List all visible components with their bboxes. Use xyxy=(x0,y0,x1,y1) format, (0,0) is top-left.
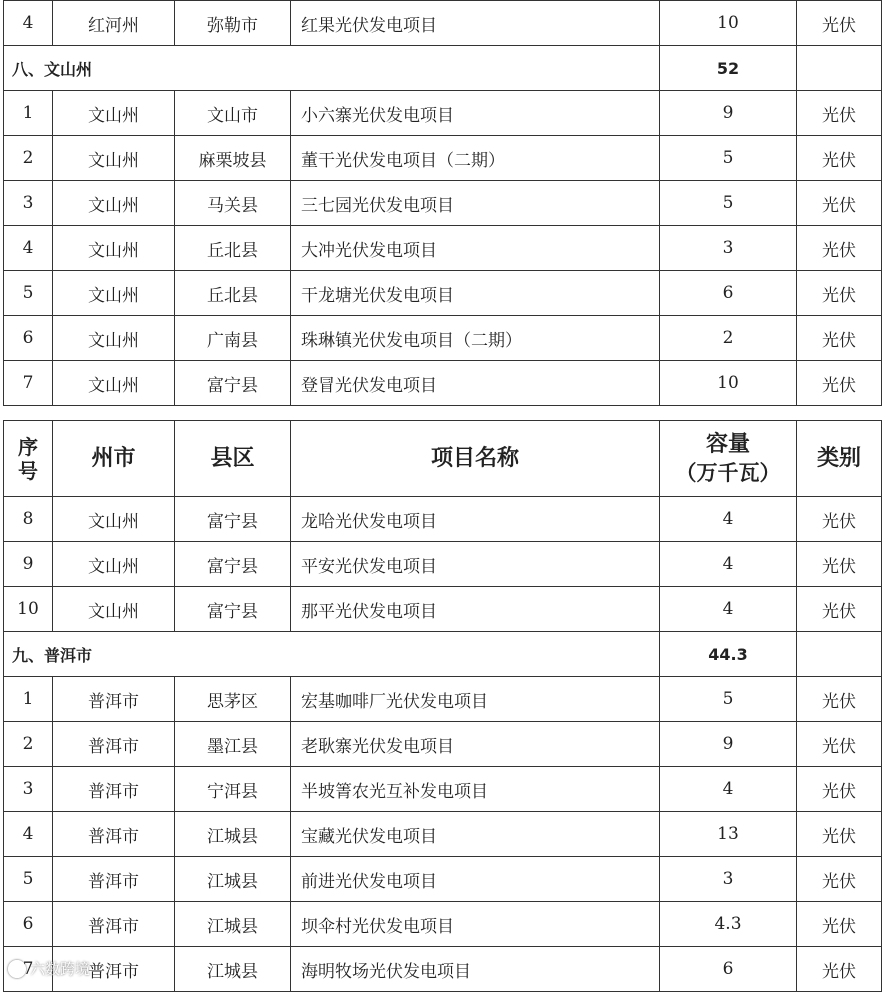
cell-category: 光伏 xyxy=(797,271,882,316)
cell-project-name: 宝藏光伏发电项目 xyxy=(291,812,660,857)
cell-category: 光伏 xyxy=(797,181,882,226)
cell-serial: 3 xyxy=(4,181,53,226)
cell-city: 文山州 xyxy=(53,181,175,226)
cell-capacity: 6 xyxy=(660,947,797,992)
cell-project-name: 龙哈光伏发电项目 xyxy=(291,497,660,542)
cell-capacity: 4 xyxy=(660,497,797,542)
cell-project-name: 干龙塘光伏发电项目 xyxy=(291,271,660,316)
table-body xyxy=(4,1,882,406)
table-header-row xyxy=(4,421,882,497)
cell-city: 红河州 xyxy=(53,1,175,46)
cell-county: 麻栗坡县 xyxy=(175,136,291,181)
cell-capacity: 6 xyxy=(660,271,797,316)
cell-city: 文山州 xyxy=(53,91,175,136)
table-body xyxy=(4,497,882,992)
cell-county: 广南县 xyxy=(175,316,291,361)
cell-serial: 9 xyxy=(4,542,53,587)
cell-capacity: 4 xyxy=(660,542,797,587)
cell-project-name: 宏基咖啡厂光伏发电项目 xyxy=(291,677,660,722)
cell-category: 光伏 xyxy=(797,947,882,992)
cell-county: 思茅区 xyxy=(175,677,291,722)
cell-serial: 3 xyxy=(4,767,53,812)
table-row xyxy=(4,812,882,857)
table-row xyxy=(4,271,882,316)
cell-project-name: 半坡箐农光互补发电项目 xyxy=(291,767,660,812)
section-empty-cell xyxy=(797,632,882,677)
cell-capacity: 4 xyxy=(660,767,797,812)
cell-capacity: 10 xyxy=(660,1,797,46)
cell-capacity: 5 xyxy=(660,181,797,226)
cell-serial: 7 xyxy=(4,947,53,992)
cell-project-name: 前进光伏发电项目 xyxy=(291,857,660,902)
cell-category: 光伏 xyxy=(797,902,882,947)
cell-capacity: 9 xyxy=(660,91,797,136)
cell-category: 光伏 xyxy=(797,136,882,181)
cell-city: 文山州 xyxy=(53,226,175,271)
header-category: 类别 xyxy=(797,421,882,497)
cell-capacity: 4.3 xyxy=(660,902,797,947)
cell-category: 光伏 xyxy=(797,226,882,271)
cell-serial: 8 xyxy=(4,497,53,542)
watermark-logo-icon xyxy=(8,960,26,978)
cell-capacity: 4 xyxy=(660,587,797,632)
cell-category: 光伏 xyxy=(797,812,882,857)
cell-capacity: 3 xyxy=(660,226,797,271)
header-county: 县区 xyxy=(175,421,291,497)
table-row xyxy=(4,857,882,902)
header-capacity-line2: （万千瓦） xyxy=(675,460,781,485)
header-capacity xyxy=(660,421,797,497)
cell-county: 丘北县 xyxy=(175,271,291,316)
cell-serial: 5 xyxy=(4,271,53,316)
cell-county: 富宁县 xyxy=(175,361,291,406)
cell-city: 普洱市 xyxy=(53,947,175,992)
cell-serial: 4 xyxy=(4,226,53,271)
cell-serial: 6 xyxy=(4,902,53,947)
table-row xyxy=(4,361,882,406)
cell-serial: 1 xyxy=(4,91,53,136)
cell-capacity: 2 xyxy=(660,316,797,361)
section-row xyxy=(4,632,882,677)
cell-city: 普洱市 xyxy=(53,812,175,857)
table-row xyxy=(4,1,882,46)
cell-category: 光伏 xyxy=(797,497,882,542)
project-table-top xyxy=(3,0,882,406)
cell-county: 弥勒市 xyxy=(175,1,291,46)
cell-category: 光伏 xyxy=(797,91,882,136)
table-row xyxy=(4,722,882,767)
cell-county: 墨江县 xyxy=(175,722,291,767)
table-row xyxy=(4,587,882,632)
section-row xyxy=(4,46,882,91)
cell-serial: 7 xyxy=(4,361,53,406)
cell-capacity: 5 xyxy=(660,136,797,181)
table-row xyxy=(4,181,882,226)
cell-category: 光伏 xyxy=(797,722,882,767)
cell-serial: 10 xyxy=(4,587,53,632)
table-row xyxy=(4,91,882,136)
cell-city: 文山州 xyxy=(53,316,175,361)
table-row xyxy=(4,542,882,587)
cell-county: 富宁县 xyxy=(175,587,291,632)
cell-project-name: 小六寨光伏发电项目 xyxy=(291,91,660,136)
cell-city: 文山州 xyxy=(53,271,175,316)
project-table-bottom xyxy=(3,420,882,992)
cell-capacity: 13 xyxy=(660,812,797,857)
cell-city: 文山州 xyxy=(53,542,175,587)
cell-category: 光伏 xyxy=(797,857,882,902)
cell-county: 江城县 xyxy=(175,857,291,902)
table-row xyxy=(4,497,882,542)
section-title: 九、普洱市 xyxy=(4,632,660,677)
cell-serial: 2 xyxy=(4,722,53,767)
cell-serial: 2 xyxy=(4,136,53,181)
cell-project-name: 珠琳镇光伏发电项目（二期） xyxy=(291,316,660,361)
cell-project-name: 大冲光伏发电项目 xyxy=(291,226,660,271)
cell-serial: 4 xyxy=(4,812,53,857)
cell-county: 宁洱县 xyxy=(175,767,291,812)
table-row xyxy=(4,677,882,722)
cell-city: 普洱市 xyxy=(53,857,175,902)
cell-category: 光伏 xyxy=(797,767,882,812)
cell-county: 文山市 xyxy=(175,91,291,136)
cell-city: 文山州 xyxy=(53,361,175,406)
header-project-name: 项目名称 xyxy=(291,421,660,497)
header-capacity-line1: 容量 xyxy=(705,431,750,457)
cell-project-name: 坝伞村光伏发电项目 xyxy=(291,902,660,947)
cell-category: 光伏 xyxy=(797,587,882,632)
cell-project-name: 海明牧场光伏发电项目 xyxy=(291,947,660,992)
cell-city: 文山州 xyxy=(53,497,175,542)
header-serial: 序号 xyxy=(4,421,53,497)
watermark xyxy=(8,958,90,979)
table-row xyxy=(4,316,882,361)
cell-county: 江城县 xyxy=(175,812,291,857)
cell-county: 富宁县 xyxy=(175,497,291,542)
cell-county: 丘北县 xyxy=(175,226,291,271)
cell-serial: 6 xyxy=(4,316,53,361)
watermark-text: 六数跨境 xyxy=(30,960,91,978)
cell-county: 马关县 xyxy=(175,181,291,226)
cell-category: 光伏 xyxy=(797,1,882,46)
cell-project-name: 老耿寨光伏发电项目 xyxy=(291,722,660,767)
cell-county: 江城县 xyxy=(175,902,291,947)
cell-serial: 1 xyxy=(4,677,53,722)
cell-county: 江城县 xyxy=(175,947,291,992)
cell-project-name: 登冒光伏发电项目 xyxy=(291,361,660,406)
cell-city: 普洱市 xyxy=(53,722,175,767)
cell-city: 文山州 xyxy=(53,587,175,632)
cell-project-name: 董干光伏发电项目（二期） xyxy=(291,136,660,181)
cell-category: 光伏 xyxy=(797,361,882,406)
table-row xyxy=(4,767,882,812)
cell-city: 普洱市 xyxy=(53,767,175,812)
cell-category: 光伏 xyxy=(797,316,882,361)
cell-capacity: 10 xyxy=(660,361,797,406)
cell-project-name: 红果光伏发电项目 xyxy=(291,1,660,46)
cell-category: 光伏 xyxy=(797,542,882,587)
section-total-capacity: 44.3 xyxy=(660,632,797,677)
cell-capacity: 5 xyxy=(660,677,797,722)
cell-city: 普洱市 xyxy=(53,677,175,722)
cell-category: 光伏 xyxy=(797,677,882,722)
cell-capacity: 9 xyxy=(660,722,797,767)
section-title: 八、文山州 xyxy=(4,46,660,91)
cell-capacity: 3 xyxy=(660,857,797,902)
header-city: 州市 xyxy=(53,421,175,497)
cell-county: 富宁县 xyxy=(175,542,291,587)
cell-project-name: 那平光伏发电项目 xyxy=(291,587,660,632)
cell-project-name: 三七园光伏发电项目 xyxy=(291,181,660,226)
cell-city: 文山州 xyxy=(53,136,175,181)
cell-project-name: 平安光伏发电项目 xyxy=(291,542,660,587)
section-empty-cell xyxy=(797,46,882,91)
table-row xyxy=(4,226,882,271)
table-row xyxy=(4,136,882,181)
cell-city: 普洱市 xyxy=(53,902,175,947)
section-total-capacity: 52 xyxy=(660,46,797,91)
cell-serial: 4 xyxy=(4,1,53,46)
table-row xyxy=(4,902,882,947)
cell-serial: 5 xyxy=(4,857,53,902)
